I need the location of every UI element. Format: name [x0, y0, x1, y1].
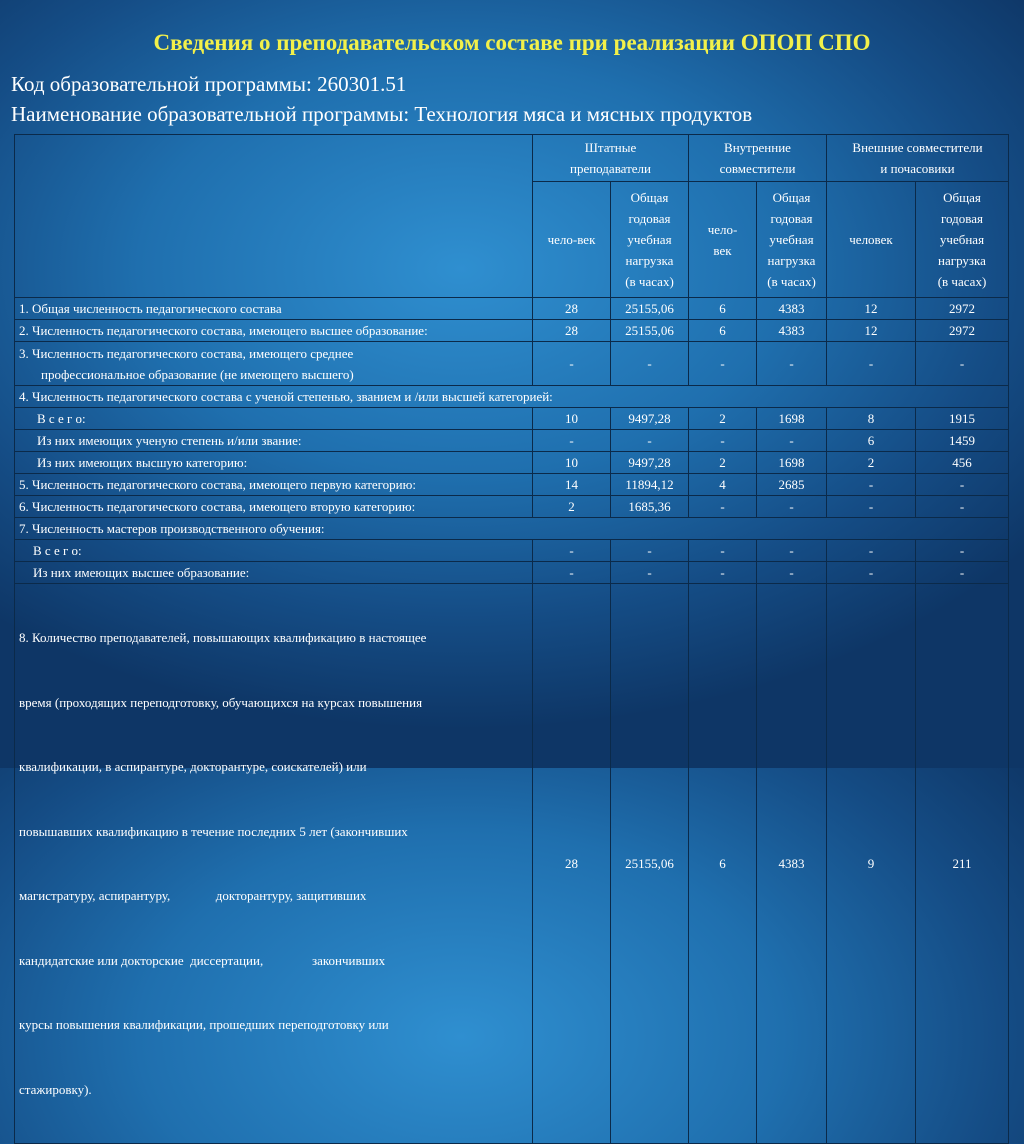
cell-external-hours: 1459: [916, 430, 1009, 452]
cell-staff-hours: 25155,06: [611, 320, 689, 342]
cell-staff-hours: 1685,36: [611, 496, 689, 518]
header-external-part-time: Внешние совместители и почасовики: [827, 135, 1009, 182]
cell-staff-hours: 25155,06: [611, 298, 689, 320]
table-row: [15, 320, 1009, 342]
table-row: [15, 452, 1009, 474]
cell-external-count: 6: [827, 430, 916, 452]
row-label: 1. Общая численность педагогического состава: [15, 298, 533, 320]
cell-staff-count: 10: [533, 408, 611, 430]
cell-internal-count: -: [689, 342, 757, 386]
cell-external-count: -: [827, 540, 916, 562]
cell-internal-hours: 4383: [757, 298, 827, 320]
cell-external-count: 12: [827, 298, 916, 320]
cell-staff-count: -: [533, 342, 611, 386]
row-label: 5. Численность педагогического состава, имеющего первую категорию:: [15, 474, 533, 496]
cell-external-hours: 211: [916, 584, 1009, 1144]
cell-staff-count: 14: [533, 474, 611, 496]
row-label: Из них имеющих ученую степень и/или звание:: [15, 430, 533, 452]
subheader-staff-hours: Общая годовая учебная нагрузка (в часах): [611, 182, 689, 298]
cell-internal-hours: 2685: [757, 474, 827, 496]
cell-external-count: -: [827, 496, 916, 518]
cell-external-hours: -: [916, 474, 1009, 496]
cell-internal-hours: 1698: [757, 408, 827, 430]
cell-internal-count: 2: [689, 452, 757, 474]
subheader-external-count: человек: [827, 182, 916, 298]
cell-internal-count: 6: [689, 298, 757, 320]
cell-internal-count: 6: [689, 584, 757, 1144]
cell-external-count: 9: [827, 584, 916, 1144]
subheader-internal-hours: Общая годовая учебная нагрузка (в часах): [757, 182, 827, 298]
cell-external-hours: 2972: [916, 320, 1009, 342]
row-label: 6. Численность педагогического состава, имеющего вторую категорию:: [15, 496, 533, 518]
cell-external-count: 12: [827, 320, 916, 342]
table-row: [15, 474, 1009, 496]
header-corner: [15, 135, 533, 298]
cell-staff-hours: -: [611, 540, 689, 562]
cell-external-hours: -: [916, 562, 1009, 584]
cell-internal-hours: -: [757, 540, 827, 562]
subheader-internal-count: чело- век: [689, 182, 757, 298]
header-internal-part-time: Внутренние совместители: [689, 135, 827, 182]
cell-internal-count: -: [689, 562, 757, 584]
cell-internal-hours: -: [757, 430, 827, 452]
cell-staff-count: 2: [533, 496, 611, 518]
cell-staff-count: -: [533, 562, 611, 584]
cell-internal-count: -: [689, 430, 757, 452]
cell-external-count: -: [827, 474, 916, 496]
cell-staff-hours: 9497,28: [611, 452, 689, 474]
table-row: [15, 430, 1009, 452]
header-staff-teachers: Штатные преподаватели: [533, 135, 689, 182]
row-label: 3. Численность педагогического состава, имеющего среднее профессиональное образование (не имеющего высшего): [15, 342, 533, 386]
cell-internal-count: 4: [689, 474, 757, 496]
table-row: [15, 540, 1009, 562]
section-label: 7. Численность мастеров производственного обучения:: [15, 518, 1009, 540]
header-row-groups: [15, 135, 1009, 182]
cell-external-hours: 1915: [916, 408, 1009, 430]
table-row: [15, 342, 1009, 386]
staff-table: [14, 134, 1009, 1144]
cell-staff-hours: -: [611, 562, 689, 584]
cell-internal-count: 6: [689, 320, 757, 342]
cell-internal-count: -: [689, 540, 757, 562]
cell-staff-hours: 11894,12: [611, 474, 689, 496]
row-label: Из них имеющих высшую категорию:: [15, 452, 533, 474]
cell-internal-count: -: [689, 496, 757, 518]
cell-external-hours: -: [916, 540, 1009, 562]
cell-staff-count: -: [533, 540, 611, 562]
cell-external-hours: 456: [916, 452, 1009, 474]
cell-external-hours: -: [916, 342, 1009, 386]
cell-staff-count: 10: [533, 452, 611, 474]
cell-external-count: 8: [827, 408, 916, 430]
cell-staff-hours: -: [611, 342, 689, 386]
cell-staff-count: 28: [533, 298, 611, 320]
cell-internal-count: 2: [689, 408, 757, 430]
cell-internal-hours: 4383: [757, 584, 827, 1144]
row-label: В с е г о:: [15, 408, 533, 430]
cell-external-hours: -: [916, 496, 1009, 518]
subheader-external-hours: Общая годовая учебная нагрузка (в часах): [916, 182, 1009, 298]
cell-external-count: -: [827, 342, 916, 386]
cell-staff-count: 28: [533, 584, 611, 1144]
table-row: [15, 584, 1009, 1144]
cell-staff-hours: 25155,06: [611, 584, 689, 1144]
cell-external-hours: 2972: [916, 298, 1009, 320]
cell-internal-hours: 4383: [757, 320, 827, 342]
table-section-row: [15, 518, 1009, 540]
cell-staff-hours: -: [611, 430, 689, 452]
cell-external-count: 2: [827, 452, 916, 474]
table-row: [15, 562, 1009, 584]
row-label: 8. Количество преподавателей, повышающих квалификацию в настоящее время (проходящих переподготовку, обучающихся на курсах повышения квалификации, в аспирантуре, докторантуре, соискателей) или повышавших квалификацию в течение последних 5 лет (закончивших магистратуру, аспирантуру, докторантуру, защитивших кандидатские или докторские диссертации, закончивших курсы повышения квалификации, прошедших переподготовку или стажировку).: [15, 584, 533, 1144]
cell-staff-hours: 9497,28: [611, 408, 689, 430]
program-name-line: Наименование образовательной программы: Технология мяса и мясных продуктов: [11, 102, 753, 126]
section-label: 4. Численность педагогического состава с ученой степенью, званием и /или высшей категорией:: [15, 386, 1009, 408]
row-label: Из них имеющих высшее образование:: [15, 562, 533, 584]
cell-internal-hours: -: [757, 496, 827, 518]
cell-staff-count: -: [533, 430, 611, 452]
table-row: [15, 408, 1009, 430]
cell-internal-hours: 1698: [757, 452, 827, 474]
program-code-line: Код образовательной программы: 260301.51: [11, 72, 407, 96]
cell-internal-hours: -: [757, 562, 827, 584]
table-row: [15, 496, 1009, 518]
cell-external-count: -: [827, 562, 916, 584]
row-label: 2. Численность педагогического состава, имеющего высшее образование:: [15, 320, 533, 342]
cell-internal-hours: -: [757, 342, 827, 386]
row-label: В с е г о:: [15, 540, 533, 562]
table-section-row: [15, 386, 1009, 408]
subheader-staff-count: чело-век: [533, 182, 611, 298]
slide-title: Сведения о преподавательском составе при реализации ОПОП СПО: [153, 30, 871, 55]
cell-staff-count: 28: [533, 320, 611, 342]
table-row: [15, 298, 1009, 320]
